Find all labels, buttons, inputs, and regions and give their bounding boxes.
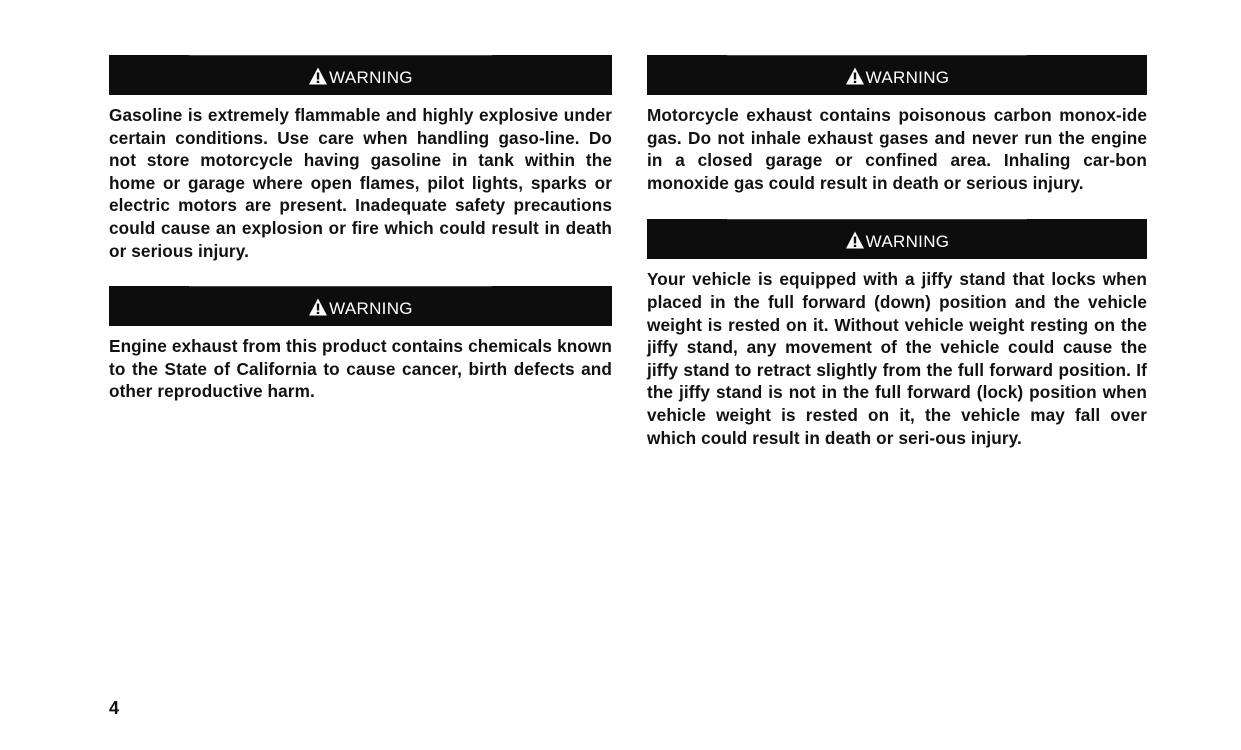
warning-header-label: [308, 62, 413, 88]
warning-text-carbon-monoxide: Motorcycle exhaust contains poisonous carbon monox-ide gas. Do not inhale exhaust gases and never run the engine in a closed garage or confined area. Inhaling car-bon monoxide gas could result in death or serious injury.: [647, 105, 1147, 193]
warning-header-carbon-monoxide: [647, 55, 1147, 95]
warning-header-gasoline: [109, 55, 612, 95]
warning-triangle-icon: [308, 66, 328, 86]
warning-header-text: WARNING: [329, 68, 413, 87]
warning-header-california: [109, 286, 612, 326]
page-number: 4: [109, 698, 120, 718]
warning-header-text: WARNING: [865, 68, 950, 87]
warning-header-text: WARNING: [865, 232, 950, 252]
warning-triangle-icon: [308, 297, 328, 317]
warning-header-jiffy-stand: [647, 219, 1147, 259]
warning-header-text: WARNING: [329, 299, 413, 319]
warning-text-gasoline: Gasoline is extremely flammable and highly explosive under certain conditions. Use care when handling gaso-line. Do not store motorcycle having gasoline in tank within the home or garage where open flames, pilot lights, sparks or electric motors are present. Inadequate safety precautions could cause an explosion or fire which could result in death or serious injury.: [109, 105, 612, 261]
warning-text-jiffy-stand: Your vehicle is equipped with a jiffy stand that locks when placed in the full forward (down) position and the vehicle weight is rested on it. Without vehicle weight resting on the jiffy stand, any movement of the vehicle could cause the jiffy stand to retract slightly from the full forward position. If the jiffy stand is not in the full forward (lock) position when vehicle weight is rested on it, the vehicle may fall over which could result in death or seri-ous injury.: [647, 269, 1147, 448]
warning-text-california: Engine exhaust from this product contains chemicals known to the State of California to cause cancer, birth defects and other reproductive harm.: [109, 336, 612, 402]
right-column: [647, 55, 1147, 449]
warning-header-label: [308, 293, 413, 319]
left-column: [109, 55, 612, 403]
warning-triangle-icon: [845, 230, 865, 250]
warning-triangle-icon: [845, 66, 865, 86]
warning-header-label: [845, 62, 950, 88]
warning-header-label: [845, 226, 950, 252]
